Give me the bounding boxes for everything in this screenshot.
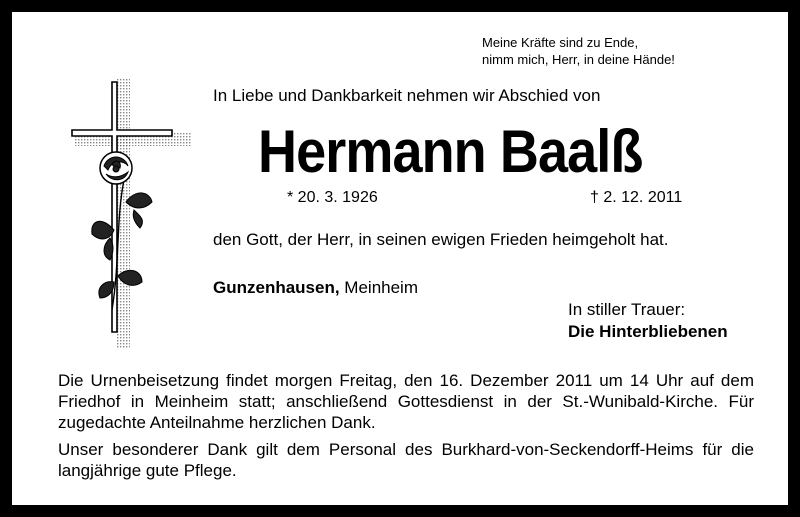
epigraph: [482, 34, 742, 68]
location-village: Meinheim: [339, 278, 418, 297]
thanks-paragraph: Unser besonderer Dank gilt dem Personal des Burkhard-von-Seckendorff-Heims für die langjährige gute Pflege.: [58, 440, 754, 480]
location-line: [213, 278, 418, 298]
epigraph-line-1: Meine Kräfte sind zu Ende,: [482, 35, 639, 50]
faith-line: den Gott, der Herr, in seinen ewigen Frieden heimgeholt hat.: [213, 230, 669, 249]
mourners-intro: In stiller Trauer:: [568, 300, 686, 319]
epigraph-line-2: nimm mich, Herr, in deine Hände!: [482, 52, 675, 67]
intro-text: In Liebe und Dankbarkeit nehmen wir Abschied von: [213, 86, 601, 105]
birth-date: * 20. 3. 1926: [287, 189, 378, 206]
mourners-signature: Die Hinterbliebenen: [568, 322, 728, 341]
funeral-paragraph: Die Urnenbeisetzung findet morgen Freitag, den 16. Dezember 2011 um 14 Uhr auf dem Friedhof in Meinheim statt; anschließend Gottesdienst in der St.-Wunibald-Kirche. Für zugedachte Anteilnahme herzlichen Dank.: [58, 371, 754, 432]
cross-with-rose-icon: [54, 70, 204, 355]
deceased-name: Hermann Baalß: [258, 118, 643, 185]
death-date: † 2. 12. 2011: [590, 189, 683, 206]
location-city: Gunzenhausen,: [213, 278, 340, 297]
